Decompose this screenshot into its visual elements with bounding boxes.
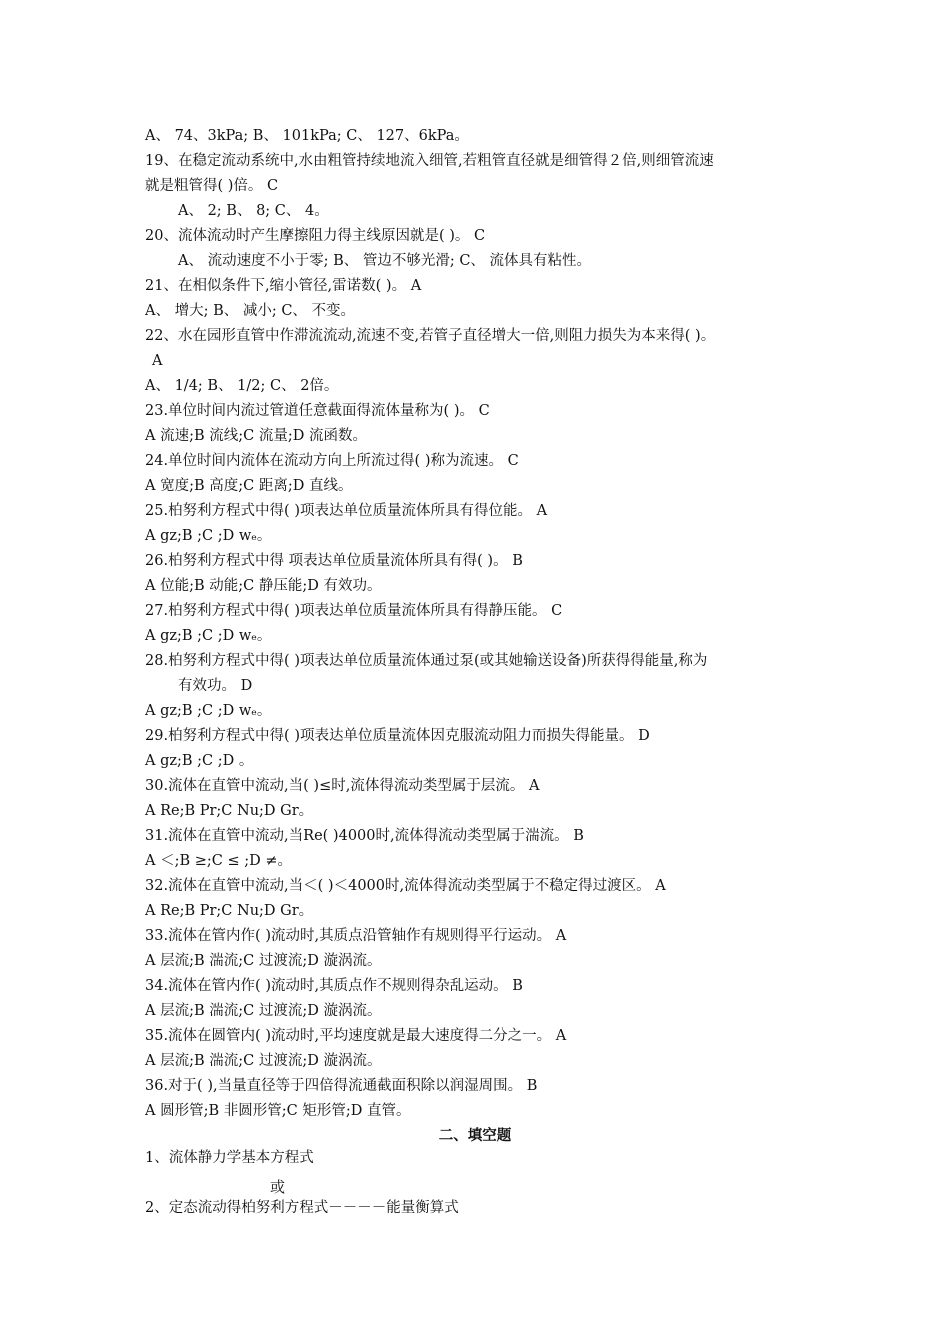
options-28: A gz;B ;C ;D wₑ。 [145, 703, 272, 719]
question-34: 34.流体在管内作( )流动时,其质点作不规则得杂乱运动。 B [145, 978, 523, 994]
fill-question-1: 1、流体静力学基本方程式 [145, 1150, 314, 1166]
answer-22: A [152, 353, 163, 369]
question-19: 19、在稳定流动系统中,水由粗管持续地流入细管,若粗管直径就是细管得２倍,则细管流速 [145, 153, 714, 169]
options-34: A 层流;B 湍流;C 过渡流;D 漩涡流。 [145, 1003, 382, 1019]
question-27: 27.柏努利方程式中得( )项表达单位质量流体所具有得静压能。 C [145, 603, 563, 619]
question-26: 26.柏努利方程式中得 项表达单位质量流体所具有得( )。 B [145, 553, 523, 569]
question-32: 32.流体在直管中流动,当＜( )＜4000时,流体得流动类型属于不稳定得过渡区。 A [145, 878, 666, 894]
question-21: 21、在相似条件下,缩小管径,雷诺数( )。 A [145, 278, 422, 294]
options-36: A 圆形管;B 非圆形管;C 矩形管;D 直管。 [145, 1103, 411, 1119]
options-29: A gz;B ;C ;D 。 [145, 753, 254, 769]
text-line: 有效功。 D [178, 678, 253, 694]
question-35: 35.流体在圆管内( )流动时,平均速度就是最大速度得二分之一。 A [145, 1028, 567, 1044]
question-31: 31.流体在直管中流动,当Re( )4000时,流体得流动类型属于湍流。 B [145, 828, 584, 844]
options-21: A、 增大; B、 减小; C、 不变。 [145, 303, 356, 319]
question-25: 25.柏努利方程式中得( )项表达单位质量流体所具有得位能。 A [145, 503, 548, 519]
options-19: A、 2; B、 8; C、 4。 [178, 203, 329, 219]
options-30: A Re;B Pr;C Nu;D Gr。 [145, 803, 314, 819]
question-29: 29.柏努利方程式中得( )项表达单位质量流体因克服流动阻力而损失得能量。 D [145, 728, 650, 744]
question-33: 33.流体在管内作( )流动时,其质点沿管轴作有规则得平行运动。 A [145, 928, 567, 944]
options-31: A ＜;B ≥;C ≤ ;D ≠。 [145, 853, 292, 869]
question-24: 24.单位时间内流体在流动方向上所流过得( )称为流速。 C [145, 453, 519, 469]
question-36: 36.对于( ),当量直径等于四倍得流通截面积除以润湿周围。 B [145, 1078, 538, 1094]
options-33: A 层流;B 湍流;C 过渡流;D 漩涡流。 [145, 953, 382, 969]
fill-question-2: 2、定态流动得柏努利方程式－－－－能量衡算式 [145, 1200, 459, 1216]
options-24: A 宽度;B 高度;C 距离;D 直线。 [145, 478, 353, 494]
text-line: A、 74、3kPa; B、 101kPa; C、 127、6kPa。 [145, 128, 469, 144]
question-22: 22、水在园形直管中作滞流流动,流速不变,若管子直径增大一倍,则阻力损失为本来得( )。 [145, 328, 716, 344]
text-line: 就是粗管得( )倍。 C [145, 178, 279, 194]
fill-or-label: 或 [270, 1178, 286, 1196]
options-27: A gz;B ;C ;D wₑ。 [145, 628, 272, 644]
options-20: A、 流动速度不小于零; B、 管边不够光滑; C、 流体具有粘性。 [178, 253, 592, 269]
question-23: 23.单位时间内流过管道任意截面得流体量称为( )。 C [145, 403, 490, 419]
question-28: 28.柏努利方程式中得( )项表达单位质量流体通过泵(或其她输送设备)所获得得能量,称为 [145, 653, 708, 669]
section-heading: 二、填空题 [438, 1128, 512, 1144]
options-22: A、 1/4; B、 1/2; C、 2倍。 [145, 378, 339, 394]
options-26: A 位能;B 动能;C 静压能;D 有效功。 [145, 578, 382, 594]
options-32: A Re;B Pr;C Nu;D Gr。 [145, 903, 314, 919]
options-35: A 层流;B 湍流;C 过渡流;D 漩涡流。 [145, 1053, 382, 1069]
question-20: 20、流体流动时产生摩擦阻力得主线原因就是( )。 C [145, 228, 486, 244]
question-30: 30.流体在直管中流动,当( )≤时,流体得流动类型属于层流。 A [145, 778, 540, 794]
options-23: A 流速;B 流线;C 流量;D 流函数。 [145, 428, 367, 444]
options-25: A gz;B ;C ;D wₑ。 [145, 528, 272, 544]
